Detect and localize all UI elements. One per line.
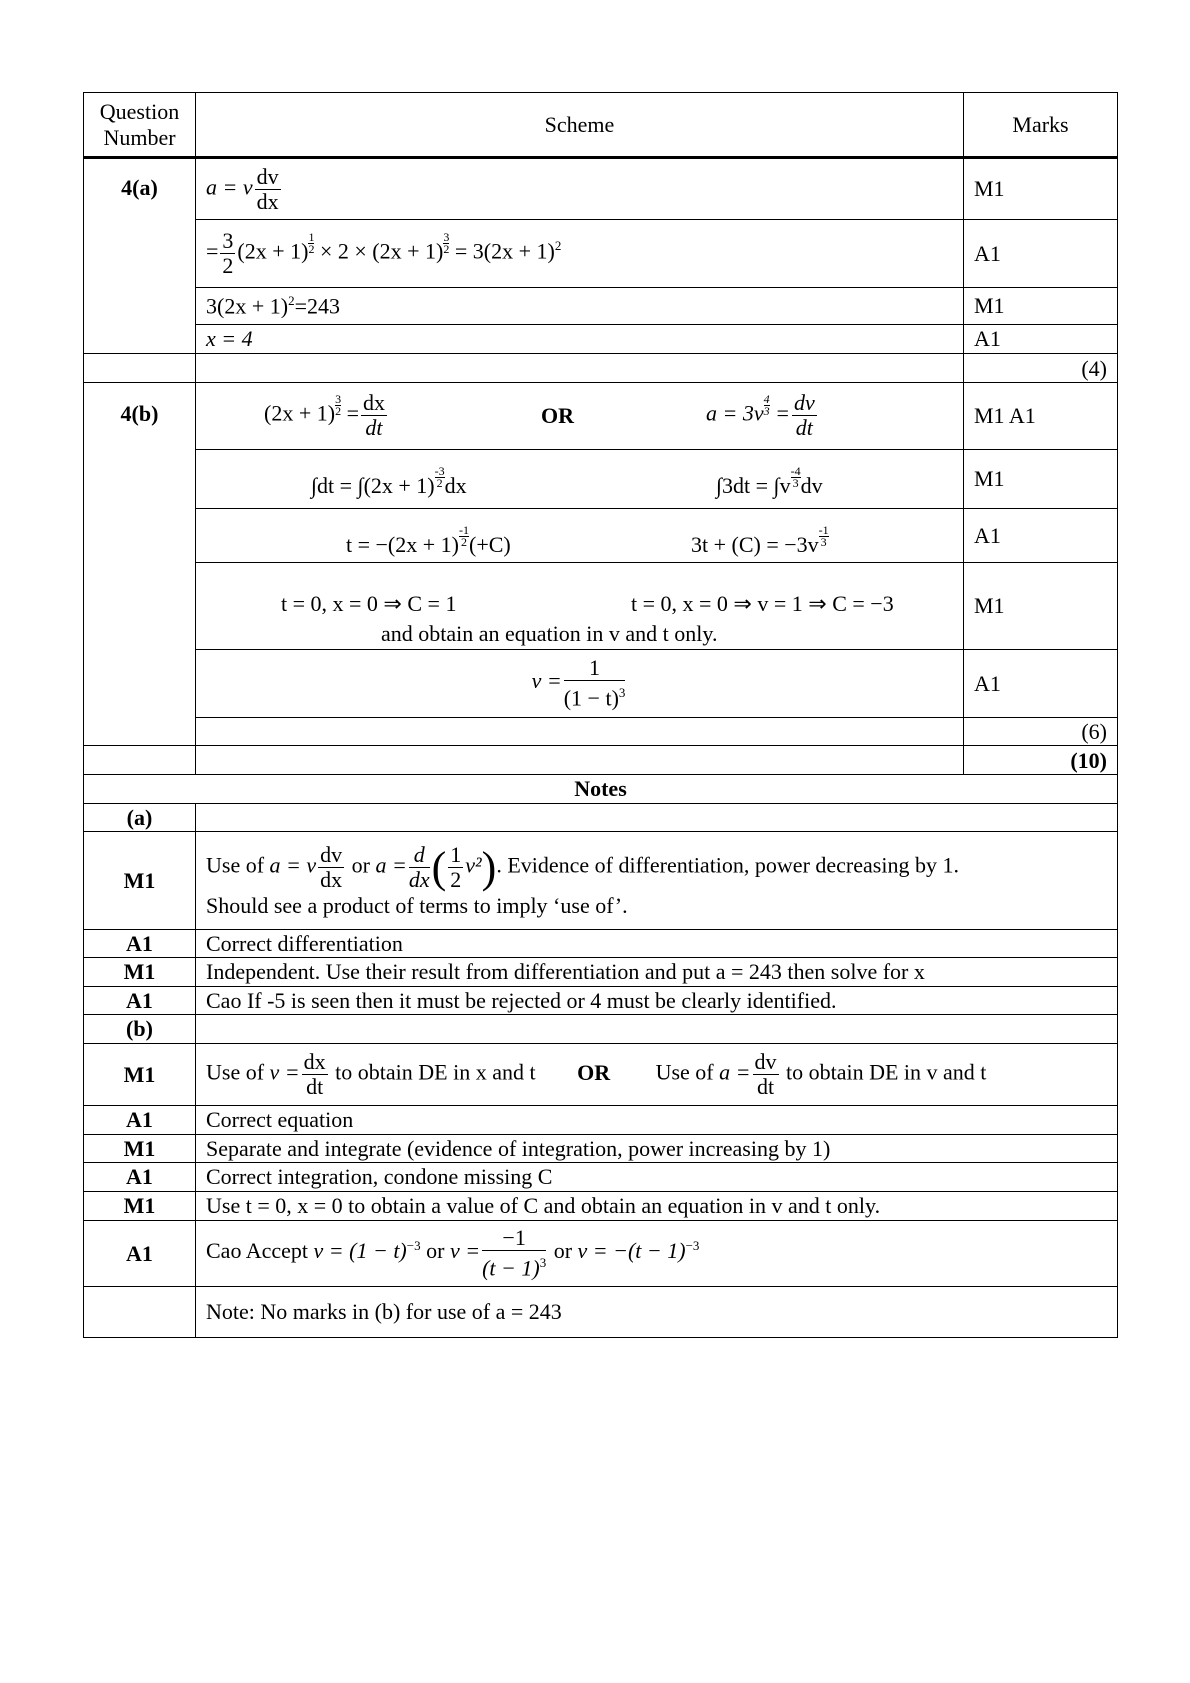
final-note: Note: No marks in (b) for use of a = 243	[196, 1287, 1118, 1338]
grand-total: (10)	[964, 746, 1118, 775]
total-row	[84, 746, 1118, 775]
header-marks: Marks	[964, 93, 1118, 158]
note-row	[84, 1221, 1118, 1287]
scheme-row	[84, 509, 1118, 563]
note-mark: A1	[84, 987, 196, 1015]
note-row	[84, 930, 1118, 958]
note-row	[84, 1192, 1118, 1221]
note-text: Correct differentiation	[196, 930, 1118, 958]
note-row	[84, 1135, 1118, 1163]
notes-section-b: (b)	[84, 1015, 196, 1044]
question-label-4b: 4(b)	[84, 383, 196, 746]
note-row	[84, 1287, 1118, 1338]
note-mark: A1	[84, 1106, 196, 1135]
scheme-row	[84, 288, 1118, 325]
mark: M1	[964, 450, 1118, 509]
note-row	[84, 1044, 1118, 1106]
scheme-step: x = 4	[196, 325, 964, 354]
mark: M1 A1	[964, 383, 1118, 450]
subtotal-4b: (6)	[964, 718, 1118, 746]
mark: A1	[964, 509, 1118, 563]
subtotal-4a: (4)	[964, 354, 1118, 383]
note-text: Use t = 0, x = 0 to obtain a value of C and obtain an equation in v and t only.	[196, 1192, 1118, 1221]
note-text: Use of v = $\frac{dx}{dt}$ to obtain DE in x and t OR Use of a = $\frac{dv}{dt}$ to obtain DE in v and t	[196, 1044, 1118, 1106]
note-row	[84, 1106, 1118, 1135]
subtotal-row	[84, 718, 1118, 746]
note-mark: M1	[84, 832, 196, 930]
scheme-row	[84, 325, 1118, 354]
mark: M1	[964, 158, 1118, 220]
mark-scheme-table	[83, 92, 1118, 1338]
note-mark: M1	[84, 958, 196, 987]
scheme-row	[84, 563, 1118, 650]
scheme-step: = $\frac{3}{2}$ (2x + 1) $\frac{1}{2}$ × 2 × (2x + 1) $\frac{3}{2}$ = $3(2x + 1)^2$	[196, 220, 964, 288]
note-row	[84, 987, 1118, 1015]
or-label: OR	[541, 403, 574, 428]
note-text: Correct equation	[196, 1106, 1118, 1135]
scheme-row	[84, 450, 1118, 509]
scheme-step: t = −(2x + 1) $\frac{-1}{2}$ (+C) 3t + (C) = −3v $\frac{-1}{3}$	[196, 509, 964, 563]
mark: A1	[964, 325, 1118, 354]
note-text: Independent. Use their result from differentiation and put a = 243 then solve for x	[196, 958, 1118, 987]
note-text: Correct integration, condone missing C	[196, 1163, 1118, 1192]
note-mark: M1	[84, 1044, 196, 1106]
mark: A1	[964, 650, 1118, 718]
scheme-row	[84, 383, 1118, 450]
note-text: Use of a = v $\frac{dv}{dx}$ or a = $\frac{d}{dx}$ ( $\frac{1}{2}$ v²). Evidence of differentiation, power decreasing by 1. Should see a product of terms to imply ‘use of’.	[196, 832, 1118, 930]
mark: M1	[964, 288, 1118, 325]
scheme-step: $3(2x + 1)^2=243$	[196, 288, 964, 325]
scheme-step: a = v $\frac{dv}{dx}$	[196, 158, 964, 220]
scheme-step: (2x + 1) $\frac{3}{2}$ = $\frac{dx}{dt}$ OR a = 3v $\frac{4}{3}$ = $\frac{dv}{dt}$	[196, 383, 964, 450]
note-row	[84, 958, 1118, 987]
note-mark: M1	[84, 1192, 196, 1221]
note-text: Cao Accept $v = (1 - t)^{-3}$ or v = $\frac{-1}{(t - 1)^3}$ or $v = -(t - 1)^{-3}$	[196, 1221, 1118, 1287]
note-text: Separate and integrate (evidence of integration, power increasing by 1)	[196, 1135, 1118, 1163]
note-mark: M1	[84, 1135, 196, 1163]
question-label-4a: 4(a)	[84, 158, 196, 354]
notes-title: Notes	[84, 775, 1118, 804]
notes-title-row	[84, 775, 1118, 804]
scheme-row	[84, 220, 1118, 288]
scheme-step: v = $\frac{1}{(1 - t)^3}$	[196, 650, 964, 718]
note-mark: A1	[84, 930, 196, 958]
notes-section-a: (a)	[84, 804, 196, 832]
scheme-step: ∫dt = ∫(2x + 1) $\frac{-3}{2}$ dx ∫3dt = ∫v $\frac{-4}{3}$ dv	[196, 450, 964, 509]
scheme-row	[84, 158, 1118, 220]
note-mark: A1	[84, 1221, 196, 1287]
mark: M1	[964, 563, 1118, 650]
header-row	[84, 93, 1118, 158]
scheme-step: t = 0, x = 0 ⇒ C = 1 t = 0, x = 0 ⇒ v = 1 ⇒ C = −3 and obtain an equation in v and t only.	[196, 563, 964, 650]
note-row	[84, 832, 1118, 930]
note-text: Cao If -5 is seen then it must be rejected or 4 must be clearly identified.	[196, 987, 1118, 1015]
subtotal-row	[84, 354, 1118, 383]
header-question-number: Question Number	[84, 93, 196, 158]
mark: A1	[964, 220, 1118, 288]
scheme-row	[84, 650, 1118, 718]
note-mark: A1	[84, 1163, 196, 1192]
header-scheme: Scheme	[196, 93, 964, 158]
note-row	[84, 1163, 1118, 1192]
